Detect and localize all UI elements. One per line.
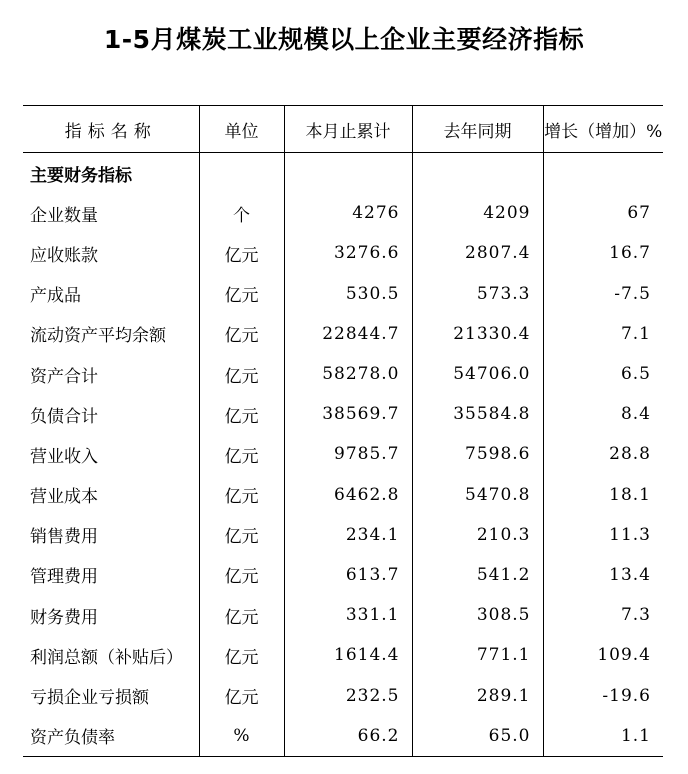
indicator-name-cell: 产成品 xyxy=(30,286,81,307)
last-year-cell: 5470.8 xyxy=(412,475,543,515)
indicator-name-cell: 亏损企业亏损额 xyxy=(30,688,149,709)
unit-cell: 个 xyxy=(199,193,284,233)
growth-cell: 13.4 xyxy=(543,555,663,595)
growth-cell: 28.8 xyxy=(543,434,663,474)
current-cumulative-cell: 331.1 xyxy=(284,595,412,635)
header-indicator-name: 指标名称 xyxy=(23,106,199,153)
current-cumulative-cell: 6462.8 xyxy=(284,475,412,515)
table-row xyxy=(23,555,663,595)
last-year-cell: 2807.4 xyxy=(412,233,543,273)
header-growth: 增长（增加）% xyxy=(543,106,663,153)
current-cumulative-cell: 58278.0 xyxy=(284,354,412,394)
table-row xyxy=(23,394,663,434)
current-cumulative-cell: 1614.4 xyxy=(284,635,412,675)
unit-cell: 亿元 xyxy=(199,555,284,595)
table-row xyxy=(23,515,663,555)
unit-cell: % xyxy=(199,716,284,757)
indicator-name-cell: 利润总额（补贴后） xyxy=(30,647,183,668)
unit-cell: 亿元 xyxy=(199,274,284,314)
unit-cell: 亿元 xyxy=(199,354,284,394)
table-row xyxy=(23,434,663,474)
indicator-name-cell: 企业数量 xyxy=(30,205,98,226)
growth-cell: 7.1 xyxy=(543,314,663,354)
indicator-name-cell: 管理费用 xyxy=(30,567,98,588)
growth-cell: 11.3 xyxy=(543,515,663,555)
growth-cell: 109.4 xyxy=(543,635,663,675)
unit-cell: 亿元 xyxy=(199,675,284,715)
indicator-name-cell: 资产负债率 xyxy=(23,716,199,757)
current-cumulative-cell: 232.5 xyxy=(284,675,412,715)
last-year-cell: 35584.8 xyxy=(412,394,543,434)
unit-cell: 亿元 xyxy=(199,394,284,434)
last-year-cell: 7598.6 xyxy=(412,434,543,474)
table-row xyxy=(23,475,663,515)
last-year-cell: 308.5 xyxy=(412,595,543,635)
growth-cell: 6.5 xyxy=(543,354,663,394)
table-row xyxy=(23,635,663,675)
economic-indicators-table xyxy=(23,105,663,757)
growth-cell: 16.7 xyxy=(543,233,663,273)
unit-cell: 亿元 xyxy=(199,515,284,555)
indicator-name-cell: 流动资产平均余额 xyxy=(30,326,166,347)
growth-cell: 7.3 xyxy=(543,595,663,635)
unit-cell: 亿元 xyxy=(199,434,284,474)
last-year-cell: 573.3 xyxy=(412,274,543,314)
last-year-cell: 289.1 xyxy=(412,675,543,715)
table-row xyxy=(23,716,663,757)
table-row xyxy=(23,233,663,273)
growth-cell: 8.4 xyxy=(543,394,663,434)
header-last-year-same-period: 去年同期 xyxy=(412,106,543,153)
unit-cell: 亿元 xyxy=(199,595,284,635)
section-row xyxy=(23,153,663,194)
indicator-name-cell: 负债合计 xyxy=(30,406,98,427)
last-year-cell: 65.0 xyxy=(412,716,543,757)
current-cumulative-cell: 234.1 xyxy=(284,515,412,555)
growth-cell: 18.1 xyxy=(543,475,663,515)
unit-cell: 亿元 xyxy=(199,475,284,515)
header-unit: 单位 xyxy=(199,106,284,153)
indicator-name-cell: 营业成本 xyxy=(30,487,98,508)
current-cumulative-cell: 22844.7 xyxy=(284,314,412,354)
unit-cell: 亿元 xyxy=(199,635,284,675)
last-year-cell: 541.2 xyxy=(412,555,543,595)
current-cumulative-cell: 530.5 xyxy=(284,274,412,314)
header-current-cumulative: 本月止累计 xyxy=(284,106,412,153)
growth-cell: 67 xyxy=(543,193,663,233)
last-year-cell: 21330.4 xyxy=(412,314,543,354)
indicator-name-cell: 资产合计 xyxy=(30,366,98,387)
growth-cell: 1.1 xyxy=(543,716,663,757)
table-row xyxy=(23,193,663,233)
page-title: 1-5月煤炭工业规模以上企业主要经济指标 xyxy=(103,25,585,54)
current-cumulative-cell: 4276 xyxy=(284,193,412,233)
table-row xyxy=(23,354,663,394)
unit-cell: 亿元 xyxy=(199,314,284,354)
current-cumulative-cell: 66.2 xyxy=(284,716,412,757)
indicator-name-cell: 财务费用 xyxy=(30,607,98,628)
current-cumulative-cell: 613.7 xyxy=(284,555,412,595)
last-year-cell: 4209 xyxy=(412,193,543,233)
unit-cell: 亿元 xyxy=(199,233,284,273)
indicator-name-cell: 营业收入 xyxy=(30,446,98,467)
indicator-name-cell: 销售费用 xyxy=(30,527,98,548)
last-year-cell: 54706.0 xyxy=(412,354,543,394)
table-row xyxy=(23,274,663,314)
current-cumulative-cell: 38569.7 xyxy=(284,394,412,434)
indicator-name-cell: 应收账款 xyxy=(30,245,98,266)
last-year-cell: 771.1 xyxy=(412,635,543,675)
current-cumulative-cell: 3276.6 xyxy=(284,233,412,273)
table-header-row xyxy=(23,106,663,153)
last-year-cell: 210.3 xyxy=(412,515,543,555)
table-row xyxy=(23,675,663,715)
section-label: 主要财务指标 xyxy=(30,165,132,186)
table-row xyxy=(23,314,663,354)
table-row xyxy=(23,595,663,635)
current-cumulative-cell: 9785.7 xyxy=(284,434,412,474)
growth-cell: -7.5 xyxy=(543,274,663,314)
growth-cell: -19.6 xyxy=(543,675,663,715)
